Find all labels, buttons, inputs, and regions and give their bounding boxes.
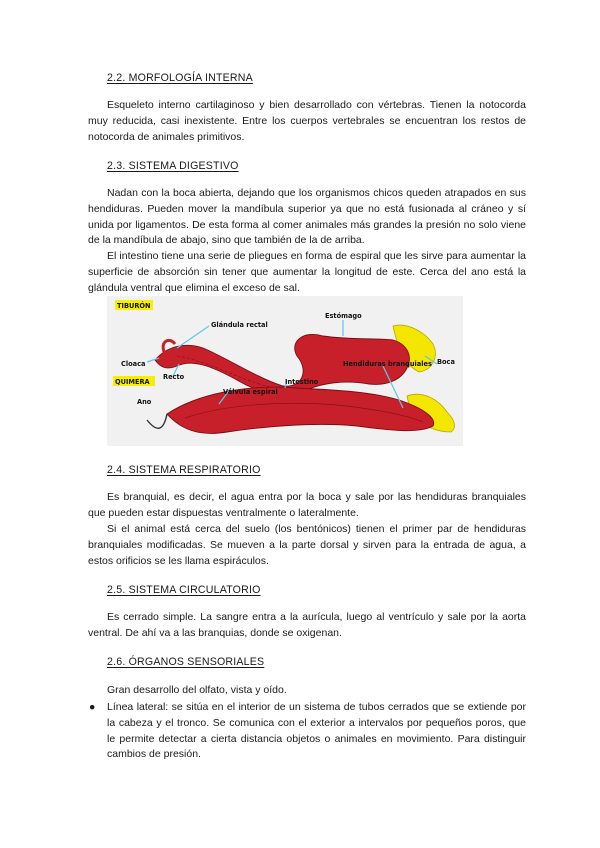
list-item bbox=[88, 700, 526, 763]
label-intestino: Intestino bbox=[285, 378, 319, 386]
paragraph-respiratorio-2: Si el animal está cerca del suelo (los bentónicos) tienen el primer par de hendiduras branquiales modificadas. Se mueven a la parte dorsal y sirven para la entrada de agua, a estos orificios se les llama espiráculos. bbox=[88, 523, 526, 567]
section-heading-respiratorio: 2.4. SISTEMA RESPIRATORIO bbox=[107, 464, 261, 476]
label-valvula-espiral: Válvula espiral bbox=[223, 388, 278, 396]
label-cloaca: Cloaca bbox=[121, 360, 146, 368]
sensory-bullet-list bbox=[88, 700, 526, 763]
paragraph-respiratorio-1: Es branquial, es decir, el agua entra por la boca y sale por las hendiduras branquiales que pueden estar dispuestas ventralmente o lateralmente. bbox=[88, 491, 526, 519]
section-heading-sensoriales: 2.6. ÓRGANOS SENSORIALES bbox=[107, 656, 265, 668]
shark-chimera-digestive-diagram bbox=[107, 296, 463, 446]
paragraph-morfologia: Esqueleto interno cartilaginoso y bien desarrollado con vértebras. Tienen la notocorda muy reducida, casi inexistente. Entre los cuerpos vertebrales se encuentran los restos de notocorda de animales primitivos. bbox=[88, 99, 526, 143]
label-boca: Boca bbox=[437, 358, 455, 366]
bullet-text-linea-lateral: Línea lateral: se sitúa en el interior de un sistema de tubos cerrados que se extiende por la cabeza y el tronco. Se comunica con el exterior a intervalos por pequeños poros, que le permite detectar a cierta distancia objetos o animales en movimiento. Para distinguir cambios de presión. bbox=[107, 701, 526, 761]
section-heading-circulatorio: 2.5. SISTEMA CIRCULATORIO bbox=[107, 584, 261, 596]
paragraph-circulatorio: Es cerrado simple. La sangre entra a la aurícula, luego al ventrículo y sale por la aorta ventral. De ahí va a las branquias, donde se oxigenan. bbox=[88, 611, 526, 639]
label-hendiduras: Hendiduras branquiales bbox=[343, 360, 432, 368]
bullet-icon: ● bbox=[89, 701, 96, 713]
label-ano: Ano bbox=[137, 398, 152, 406]
paragraph-digestivo-2: El intestino tiene una serie de pliegues en forma de espiral que les sirve para aumentar la superficie de absorción sin tener que aumentar la longitud de este. Cerca del ano está la glándula ventral que elimina el exceso de sal. bbox=[88, 250, 526, 294]
label-tiburon: TIBURÓN bbox=[117, 302, 151, 310]
label-glandula-rectal: Glándula rectal bbox=[211, 321, 268, 329]
paragraph-sensoriales: Gran desarrollo del olfato, vista y oído. bbox=[107, 684, 287, 696]
paragraph-digestivo-1: Nadan con la boca abierta, dejando que los organismos chicos queden atrapados en sus hendiduras. Pueden mover la mandíbula superior ya que no está fusionada al cráneo y sí unida por ligamentos. De esta forma al comer animales más grandes la presión no solo viene de la mandíbula de abajo, sino que también de la de arriba. bbox=[88, 187, 526, 247]
section-heading-digestivo: 2.3. SISTEMA DIGESTIVO bbox=[107, 160, 239, 172]
label-recto: Recto bbox=[163, 373, 185, 381]
section-heading-morfologia: 2.2. MORFOLOGÍA INTERNA bbox=[107, 72, 253, 84]
label-estomago: Estómago bbox=[325, 312, 362, 320]
label-quimera: QUIMERA bbox=[115, 378, 150, 386]
